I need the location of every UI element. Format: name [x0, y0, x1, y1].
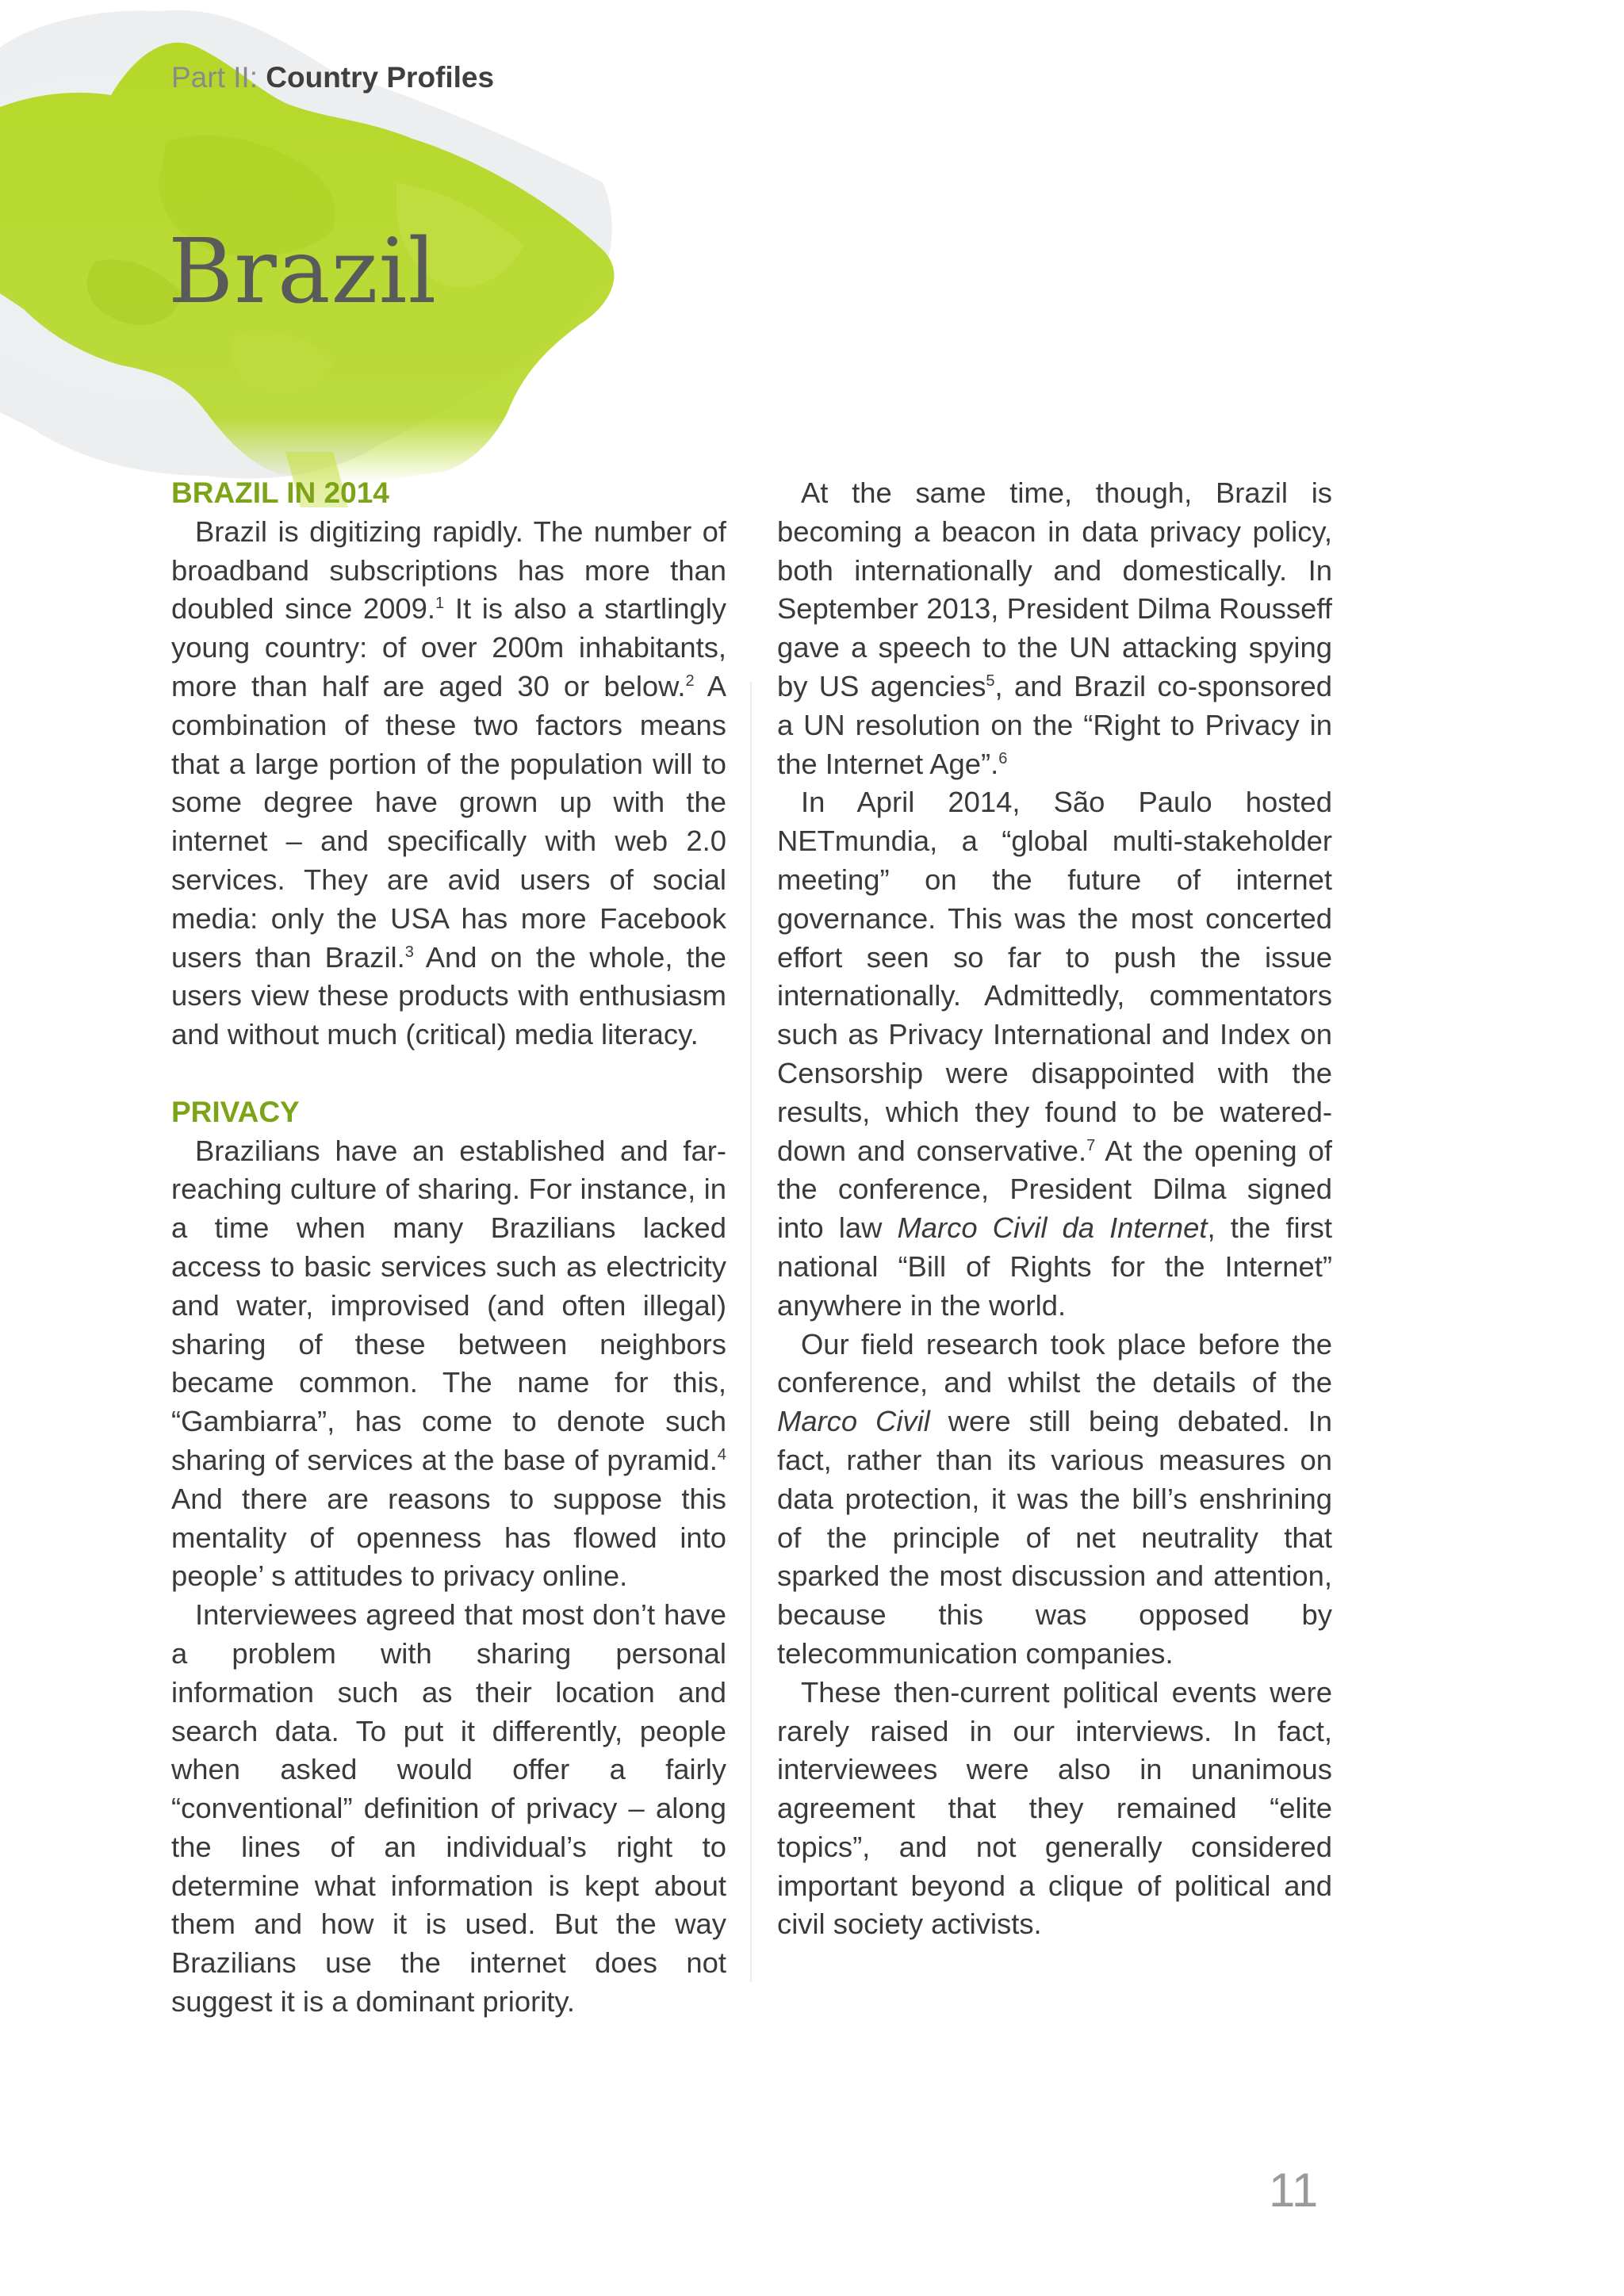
paragraph: Interviewees agreed that most don’t have a problem with sharing personal information such as their location and search data. To put it differently, people when asked would offer a fairly “conventional” definition of privacy – along the lines of an individual’s right to determine what information is kept about them and how it is used. But the way Brazilians use the internet does not suggest it is a dominant priority.	[171, 1598, 726, 2019]
paragraph	[777, 783, 1332, 1325]
text-run: And there are reasons to suppose this mentality of openness has flowed into people’ s attitudes to privacy online.	[171, 1482, 726, 1593]
right-column	[777, 474, 1332, 1944]
text-run: At the opening of the conference, President Dilma signed into law	[777, 1134, 1332, 1245]
footnote-ref: 5	[986, 672, 995, 690]
footnote-ref: 6	[998, 749, 1008, 767]
text-run: Brazil is digitizing rapidly. The number of broadband subscriptions has more than doubled since 2009.	[171, 515, 726, 626]
header-part-label: Part II:	[171, 61, 266, 94]
text-run: It is also a startlingly young country: of over 200m inhabitants, more than half are aged 30 or below.	[171, 592, 726, 702]
text-run: , and Brazil co-sponsored a UN resolution on the “Right to Privacy in the Internet Age”.	[777, 669, 1332, 780]
running-header	[171, 60, 494, 95]
text-run: A combination of these two factors means that a large portion of the population will to some degree have grown up with the internet – and specifically with web 2.0 services. They are avid users of social media: only the USA has more Facebook users than Brazil.	[171, 669, 726, 974]
section-heading-privacy: PRIVACY	[171, 1095, 300, 1128]
section-heading-brazil-in-2014: BRAZIL IN 2014	[171, 476, 389, 509]
text-run: Brazilians have an established and far-reaching culture of sharing. For instance, in a time when many Brazilians lacked access to basic services such as electricity and water, improvised (and often illegal) sharing of these between neighbors became common. The name for this, “Gambiarra”, has come to denote such sharing of services at the base of pyramid.	[171, 1134, 726, 1476]
footnote-ref: 4	[717, 1445, 726, 1464]
text-run: At the same time, though, Brazil is becoming a beacon in data privacy policy, both internationally and domestically. In September 2013, President Dilma Rousseff gave a speech to the UN attacking spying by US agencies	[777, 476, 1332, 702]
footnote-ref: 7	[1086, 1136, 1096, 1154]
header-section-label: Country Profiles	[266, 61, 495, 94]
footnote-ref: 1	[435, 595, 445, 613]
left-column	[171, 474, 726, 2022]
italic-title: Marco Civil	[777, 1405, 930, 1438]
paragraph	[777, 1326, 1332, 1674]
page-number: 11	[1269, 2164, 1319, 2217]
text-run: were still being debated. In fact, rather than its various measures on data protection, it was the bill’s enshrining of the principle of net neutrality that sparked the most discussion and attention, because this was opposed by telecommunication companies.	[777, 1405, 1332, 1670]
text-run: And on the whole, the users view these products with enthusiasm and without much (critical) media literacy.	[171, 940, 727, 1051]
footnote-ref: 2	[685, 672, 695, 690]
column-divider	[750, 682, 752, 1982]
paragraph	[777, 474, 1332, 783]
paragraph: These then-current political events were rarely raised in our interviews. In fact, interviewees were also in unanimous agreement that they remained “elite topics”, and not generally considered important beyond a clique of political and civil society activists.	[777, 1675, 1332, 1941]
footnote-ref: 3	[404, 943, 414, 961]
italic-title: Marco Civil da Internet	[897, 1211, 1208, 1245]
text-run: Our field research took place before the conference, and whilst the details of the	[777, 1327, 1332, 1399]
paragraph	[171, 1132, 726, 1597]
paragraph	[171, 513, 726, 1054]
text-run: , the first national “Bill of Rights for the Internet” anywhere in the world.	[777, 1211, 1332, 1322]
text-run: In April 2014, São Paulo hosted NETmundia, a “global multi-stakeholder meeting” on the future of internet governance. This was the most concerted effort seen so far to push the issue internationally. Admittedly, commentators such as Privacy International and Index on Censorship were disappointed with the results, which they found to be watered-down and conservative.	[777, 786, 1332, 1167]
page-title: Brazil	[168, 220, 438, 323]
